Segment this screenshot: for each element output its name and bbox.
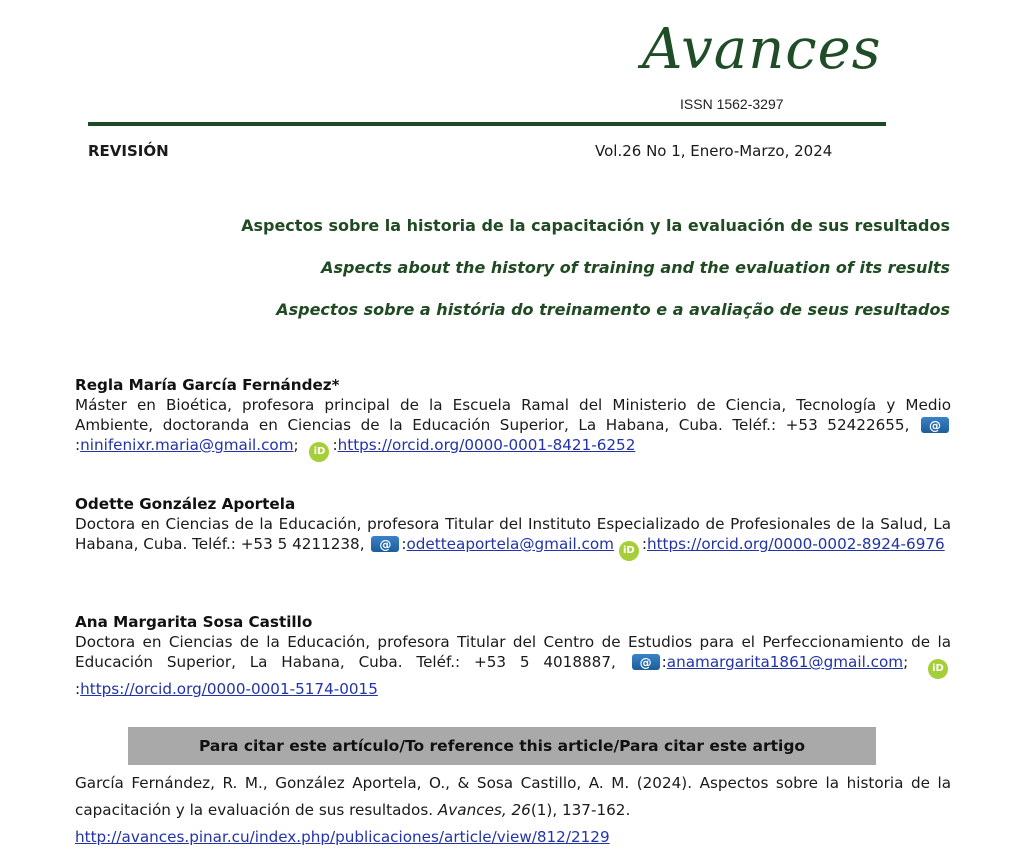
author-name: Odette González Aportela [75, 495, 296, 513]
author-orcid-link[interactable]: https://orcid.org/0000-0001-8421-6252 [337, 436, 636, 454]
author-email-link[interactable]: ninifenixr.maria@gmail.com [80, 436, 294, 454]
section-label: REVISIÓN [88, 142, 169, 160]
author-description: Máster en Bioética, profesora principal de la Escuela Ramal del Ministerio de Ciencia, Tecnología y Medio Ambiente, doctoranda en Ciencias de la Educación Superior, La Habana, Cuba. Teléf.: +53 52422655, [75, 396, 951, 434]
author-orcid-link[interactable]: https://orcid.org/0000-0001-5174-0015 [80, 680, 378, 698]
author-email-link[interactable]: anamargarita1861@gmail.com [666, 653, 904, 671]
author-orcid-link[interactable]: https://orcid.org/0000-0002-8924-6976 [646, 535, 945, 553]
header-rule [88, 122, 886, 126]
journal-logo: Avances [642, 17, 882, 82]
email-icon [371, 536, 399, 552]
citation-text [75, 770, 951, 851]
orcid-icon: iD [619, 541, 639, 561]
author-name: Regla María García Fernández* [75, 376, 340, 394]
citation-authors-title: García Fernández, R. M., González Aportela, O., & Sosa Castillo, A. M. (2024). Aspectos sobre la historia de la capacitación y la evaluación de sus resultados. [75, 774, 951, 819]
orcid-icon: iD [309, 442, 329, 462]
citation-journal: Avances, 26 [437, 801, 531, 819]
issn: ISSN 1562-3297 [680, 96, 784, 112]
title-portuguese: Aspectos sobre a história do treinamento e a avaliação de seus resultados [276, 300, 950, 319]
title-spanish: Aspectos sobre la historia de la capacitación y la evaluación de sus resultados [241, 216, 950, 235]
author-description: Doctora en Ciencias de la Educación, profesora Titular del Centro de Estudios para el Perfeccionamiento de la Educación Superior, La Habana, Cuba. Teléf.: +53 5 4018887, [75, 633, 951, 671]
orcid-icon: iD [928, 659, 948, 679]
author-email-link[interactable]: odetteaportela@gmail.com [406, 535, 614, 553]
citation-url-link[interactable]: http://avances.pinar.cu/index.php/publicaciones/article/view/812/2129 [75, 828, 610, 846]
author-block [75, 612, 951, 699]
volume-info: Vol.26 No 1, Enero-Marzo, 2024 [595, 142, 833, 160]
author-block [75, 494, 951, 561]
email-icon [921, 417, 949, 433]
citation-heading: Para citar este artículo/To reference this article/Para citar este artigo [128, 727, 876, 765]
author-affiliation: Doctora en Ciencias de la Educación, profesora Titular del Instituto Especializado de Profesionales de la Salud, La Habana, Cuba. Teléf.: +53 5 4211238, @ :odetteaportela@gmail.com iD :https://orcid.org/0000-0002-8924-6976 [75, 514, 951, 561]
author-affiliation: Máster en Bioética, profesora principal de la Escuela Ramal del Ministerio de Ciencia, Tecnología y Medio Ambiente, doctoranda en Ciencias de la Educación Superior, La Habana, Cuba. Teléf.: +53 52422655, @:ninifenixr.maria@gmail.com; iD :https://orcid.org/0000-0001-8421-6252 [75, 395, 951, 462]
author-name: Ana Margarita Sosa Castillo [75, 613, 313, 631]
title-english: Aspects about the history of training and the evaluation of its results [321, 258, 950, 277]
author-description: Doctora en Ciencias de la Educación, profesora Titular del Instituto Especializado de Profesionales de la Salud, La Habana, Cuba. Teléf.: +53 5 4211238, [75, 515, 951, 553]
email-icon [632, 654, 660, 670]
author-affiliation: Doctora en Ciencias de la Educación, profesora Titular del Centro de Estudios para el Perfeccionamiento de la Educación Superior, La Habana, Cuba. Teléf.: +53 5 4018887, @ :anamargarita1861@gmail.com; iD:https://orcid.org/0000-0001-5174-0015 [75, 632, 951, 699]
author-block [75, 375, 951, 462]
citation-pages: (1), 137-162. [530, 801, 631, 819]
